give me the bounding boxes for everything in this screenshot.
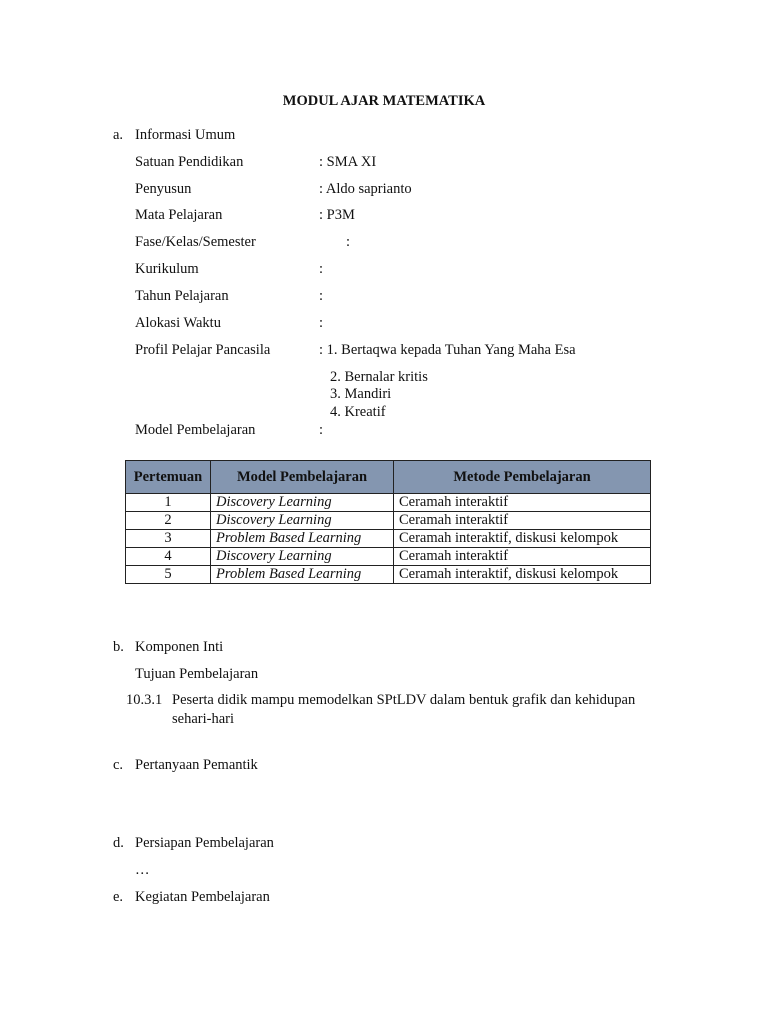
info-value-model-pembelajaran: : xyxy=(319,422,324,438)
info-label-model-pembelajaran: Model Pembelajaran xyxy=(135,422,256,438)
table-header-pertemuan: Pertemuan xyxy=(126,461,211,494)
table-cell-pertemuan: 2 xyxy=(126,512,211,530)
table-header-row xyxy=(126,461,651,494)
table-cell-metode: Ceramah interaktif, diskusi kelompok xyxy=(394,530,651,548)
table-row xyxy=(126,566,651,584)
info-label-satuan-pendidikan: Satuan Pendidikan xyxy=(135,154,244,170)
section-d-marker: d. xyxy=(113,835,124,851)
section-c-marker: c. xyxy=(113,757,124,773)
table-row xyxy=(126,530,651,548)
info-label-tahun-pelajaran: Tahun Pelajaran xyxy=(135,288,229,304)
section-e-marker: e. xyxy=(113,889,124,905)
objective-text-line1: Peserta didik mampu memodelkan SPtLDV dalam bentuk grafik dan kehidupan xyxy=(172,692,636,708)
info-label-alokasi-waktu: Alokasi Waktu xyxy=(135,315,221,331)
profil-item-1: : 1. Bertaqwa kepada Tuhan Yang Maha Esa xyxy=(319,342,576,358)
info-value-penyusun: : Aldo saprianto xyxy=(319,181,412,197)
section-e-heading: Kegiatan Pembelajaran xyxy=(135,889,270,905)
table-header-model: Model Pembelajaran xyxy=(211,461,394,494)
info-label-kurikulum: Kurikulum xyxy=(135,261,199,277)
table-cell-model: Problem Based Learning xyxy=(211,566,394,584)
table-row xyxy=(126,494,651,512)
table-row xyxy=(126,548,651,566)
info-value-kurikulum: : xyxy=(319,261,324,277)
table-cell-model: Discovery Learning xyxy=(211,548,394,566)
info-value-tahun-pelajaran: : xyxy=(319,288,324,304)
table-cell-metode: Ceramah interaktif xyxy=(394,512,651,530)
profil-item-2: 2. Bernalar kritis xyxy=(330,369,428,385)
section-b-heading: Komponen Inti xyxy=(135,639,224,655)
table-row xyxy=(126,512,651,530)
section-d-heading: Persiapan Pembelajaran xyxy=(135,835,274,851)
document-title: MODUL AJAR MATEMATIKA xyxy=(282,93,486,109)
section-d-content: … xyxy=(135,862,150,878)
table-cell-pertemuan: 3 xyxy=(126,530,211,548)
table-cell-metode: Ceramah interaktif, diskusi kelompok xyxy=(394,566,651,584)
table-cell-metode: Ceramah interaktif xyxy=(394,548,651,566)
table-cell-pertemuan: 5 xyxy=(126,566,211,584)
table-cell-metode: Ceramah interaktif xyxy=(394,494,651,512)
info-value-satuan-pendidikan: : SMA XI xyxy=(319,154,377,170)
section-a-marker: a. xyxy=(113,127,124,143)
info-value-fase-kelas-semester: : xyxy=(346,234,351,250)
objective-number: 10.3.1 xyxy=(126,692,163,708)
info-label-penyusun: Penyusun xyxy=(135,181,192,197)
table-header-metode: Metode Pembelajaran xyxy=(394,461,651,494)
info-value-mata-pelajaran: : P3M xyxy=(319,207,355,223)
objective-text-line2: sehari-hari xyxy=(172,711,234,727)
section-c-heading: Pertanyaan Pemantik xyxy=(135,757,258,773)
table-cell-model: Discovery Learning xyxy=(211,494,394,512)
table-cell-pertemuan: 4 xyxy=(126,548,211,566)
table-cell-model: Discovery Learning xyxy=(211,512,394,530)
info-label-fase-kelas-semester: Fase/Kelas/Semester xyxy=(135,234,256,250)
section-b-marker: b. xyxy=(113,639,124,655)
section-a-heading: Informasi Umum xyxy=(135,127,236,143)
tujuan-pembelajaran-heading: Tujuan Pembelajaran xyxy=(135,666,259,682)
table-cell-pertemuan: 1 xyxy=(126,494,211,512)
info-value-alokasi-waktu: : xyxy=(319,315,324,331)
profil-item-3: 3. Mandiri xyxy=(330,386,392,402)
profil-item-4: 4. Kreatif xyxy=(330,404,386,420)
table-cell-model: Problem Based Learning xyxy=(211,530,394,548)
info-label-mata-pelajaran: Mata Pelajaran xyxy=(135,207,223,223)
info-label-profil-pelajar: Profil Pelajar Pancasila xyxy=(135,342,271,358)
pembelajaran-table xyxy=(125,460,651,584)
